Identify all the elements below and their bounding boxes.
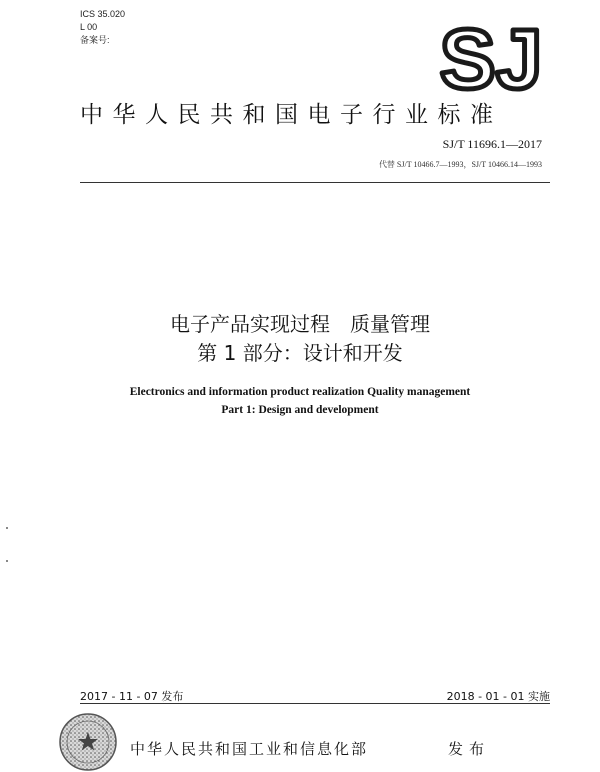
scan-mark: [6, 527, 8, 529]
footer-divider: [80, 703, 550, 704]
issue-date: 2017 - 11 - 07 发布: [80, 690, 184, 703]
header-divider: [80, 182, 550, 183]
issue-label: 发布: [448, 740, 491, 758]
english-title-line-2: Part 1: Design and development: [221, 404, 379, 416]
record-number: 备案号:: [80, 35, 110, 45]
standard-category-title: 中华人民共和国电子行业标准: [80, 102, 503, 128]
classification-block: [80, 8, 125, 47]
sj-logo-icon: [436, 18, 546, 98]
replaces-standards: 代替 SJ/T 10466.7—1993，SJ/T 10466.14—1993: [378, 160, 542, 169]
ccs-code: L 00: [80, 22, 98, 32]
standard-number: SJ/T 11696.1—2017: [442, 137, 542, 151]
chinese-title-line-1: 电子产品实现过程 质量管理: [170, 312, 430, 336]
english-title-line-1: Electronics and information product realization Quality management: [129, 386, 471, 398]
implementation-date: 2018 - 01 - 01 实施: [446, 690, 550, 703]
ministry-seal-icon: [58, 712, 118, 772]
sj-logo-text: SJ: [439, 18, 543, 98]
scan-mark: [6, 560, 8, 562]
chinese-title-line-2: 第 1 部分：设计和开发: [197, 341, 403, 365]
ics-code: ICS 35.020: [80, 9, 126, 19]
issuing-authority: 中华人民共和国工业和信息化部: [130, 740, 369, 758]
